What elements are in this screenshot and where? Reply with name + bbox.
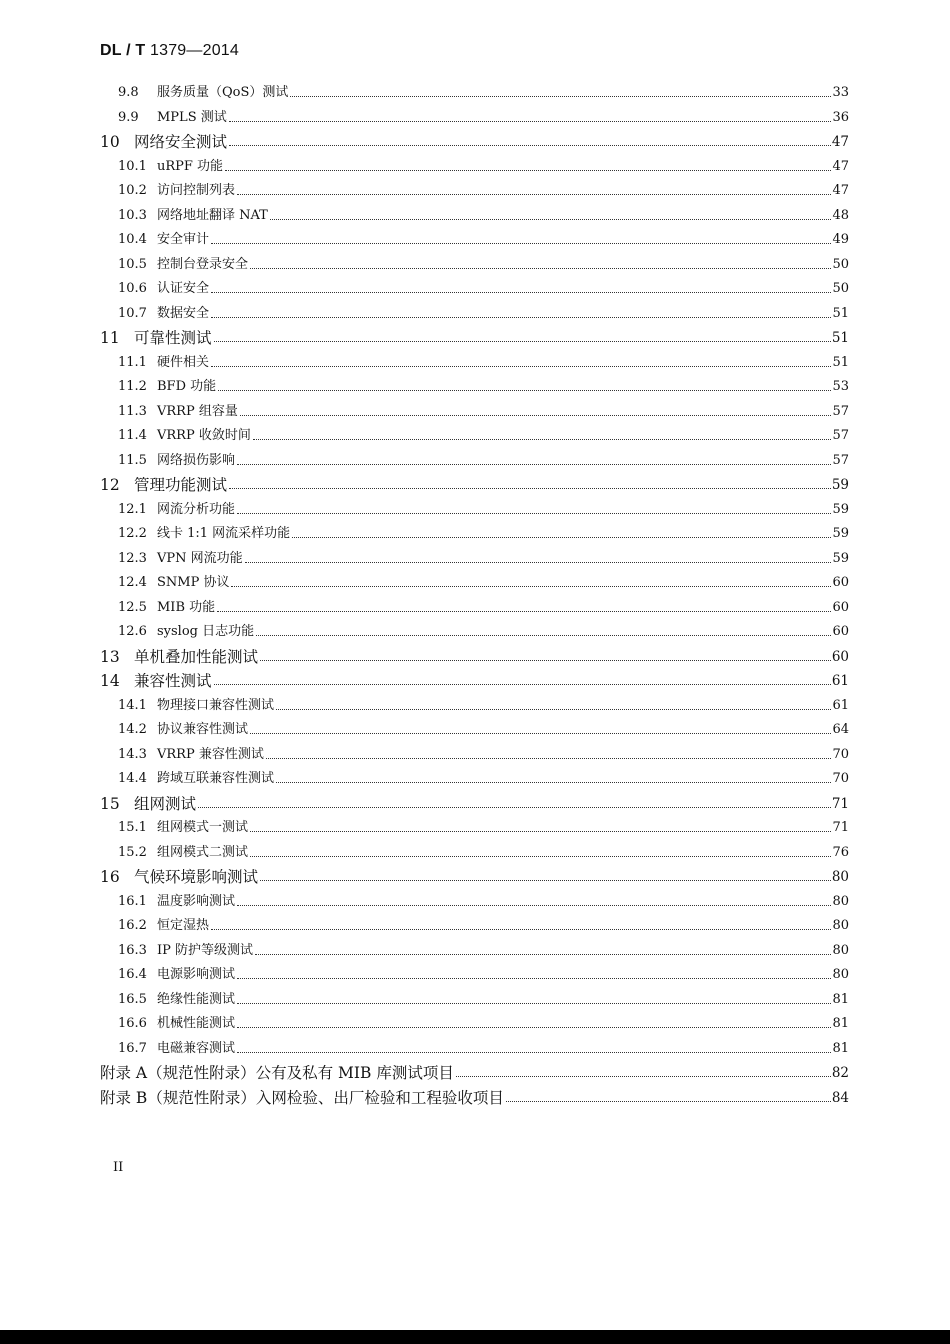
toc-entry-title: MPLS 测试 xyxy=(157,109,227,125)
toc-dot-leader xyxy=(211,928,831,930)
toc-entry-title: 机械性能测试 xyxy=(157,1016,236,1031)
toc-entry-title: 单机叠加性能测试 xyxy=(134,647,259,666)
toc-dot-leader xyxy=(217,610,831,612)
toc-entry-number: 9.9 xyxy=(118,109,139,125)
toc-dot-leader xyxy=(456,1075,831,1077)
toc-entry[interactable] xyxy=(118,495,849,519)
toc-entry[interactable] xyxy=(118,1034,849,1058)
toc-entry[interactable] xyxy=(100,789,849,813)
toc-dot-leader xyxy=(290,95,831,97)
toc-entry[interactable] xyxy=(118,985,849,1009)
toc-dot-leader xyxy=(260,879,831,881)
toc-entry-page: 80 xyxy=(832,967,849,982)
toc-dot-leader xyxy=(237,463,831,465)
toc-entry-title: 服务质量（QoS）测试 xyxy=(157,85,289,100)
toc-entry-title: 电源影响测试 xyxy=(157,967,236,982)
toc-dot-leader xyxy=(218,389,831,391)
toc-entry-number: 13 xyxy=(100,647,120,666)
toc-dot-leader xyxy=(276,781,831,783)
toc-entry-number: 11.4 xyxy=(118,428,147,443)
toc-entry-number: 16 xyxy=(100,868,120,886)
toc-entry-title: uRPF 功能 xyxy=(157,158,224,174)
standard-code: DL / T xyxy=(100,42,146,59)
toc-entry[interactable] xyxy=(100,642,849,666)
toc-entry[interactable] xyxy=(118,740,849,764)
toc-dot-leader xyxy=(256,634,831,636)
toc-entry[interactable] xyxy=(118,397,849,421)
toc-entry-page: 81 xyxy=(832,991,849,1007)
toc-entry-title: syslog 日志功能 xyxy=(157,624,255,639)
toc-entry-number: 10.6 xyxy=(118,281,147,296)
toc-entry-page: 82 xyxy=(831,1065,849,1081)
toc-dot-leader xyxy=(214,683,831,685)
toc-entry-title: SNMP 协议 xyxy=(157,575,230,590)
toc-dot-leader xyxy=(231,585,831,587)
toc-entry-page: 80 xyxy=(832,918,849,933)
toc-entry-title: 网络安全测试 xyxy=(134,133,228,151)
toc-entry[interactable] xyxy=(118,838,849,862)
toc-entry-page: 33 xyxy=(832,85,849,100)
toc-entry-page: 59 xyxy=(832,550,849,566)
toc-entry-page: 80 xyxy=(832,942,849,958)
toc-entry-number: 11 xyxy=(100,329,120,347)
toc-entry-number: 14.3 xyxy=(118,746,147,762)
toc-dot-leader xyxy=(211,291,831,293)
toc-dot-leader xyxy=(270,218,832,220)
toc-entry[interactable] xyxy=(118,960,849,984)
toc-entry-number: 11.1 xyxy=(118,354,147,370)
toc-entry-title: IP 防护等级测试 xyxy=(157,942,254,958)
toc-entry-title: 跨域互联兼容性测试 xyxy=(157,771,275,786)
toc-entry-page: 36 xyxy=(832,109,849,125)
toc-entry-title: 附录 B（规范性附录）入网检验、出厂检验和工程验收项目 xyxy=(100,1088,504,1107)
toc-entry[interactable] xyxy=(118,78,849,102)
toc-entry-number: 12.2 xyxy=(118,526,147,541)
toc-dot-leader xyxy=(229,487,831,489)
toc-entry[interactable] xyxy=(118,421,849,445)
toc-entry[interactable] xyxy=(118,568,849,592)
toc-entry-number: 12.3 xyxy=(118,550,147,566)
toc-entry-page: 80 xyxy=(832,893,849,909)
toc-entry[interactable] xyxy=(100,1058,849,1082)
toc-entry-page: 61 xyxy=(832,697,849,713)
toc-entry-title: 物理接口兼容性测试 xyxy=(157,697,275,713)
toc-entry-page: 50 xyxy=(832,281,849,296)
toc-dot-leader xyxy=(229,120,832,122)
toc-entry-page: 53 xyxy=(832,379,849,394)
toc-entry-number: 9.8 xyxy=(118,85,139,100)
toc-entry-number: 12.1 xyxy=(118,501,147,517)
toc-entry-number: 16.7 xyxy=(118,1040,147,1056)
toc-dot-leader xyxy=(198,806,831,808)
toc-entry[interactable] xyxy=(118,593,849,617)
toc-entry[interactable] xyxy=(100,1083,849,1107)
toc-entry-number: 14.4 xyxy=(118,771,147,786)
toc-entry-title: VRRP 组容量 xyxy=(157,403,238,419)
toc-entry-page: 51 xyxy=(832,305,849,321)
toc-entry-number: 10.2 xyxy=(118,183,147,198)
toc-entry-number: 16.5 xyxy=(118,991,147,1007)
toc-entry-number: 11.3 xyxy=(118,403,147,419)
toc-entry-page: 60 xyxy=(832,575,849,590)
toc-entry-page: 47 xyxy=(832,158,849,174)
toc-entry-title: VRRP 兼容性测试 xyxy=(157,746,264,762)
toc-entry-page: 71 xyxy=(832,820,849,835)
toc-entry[interactable] xyxy=(118,348,849,372)
toc-dot-leader xyxy=(255,953,831,955)
toc-entry-title: MIB 功能 xyxy=(157,599,216,615)
toc-entry-title: 认证安全 xyxy=(157,281,210,296)
toc-entry-page: 59 xyxy=(832,501,849,517)
toc-entry-number: 14.1 xyxy=(118,697,147,713)
toc-entry-title: 网络损伤影响 xyxy=(157,452,236,468)
toc-entry[interactable] xyxy=(118,544,849,568)
toc-entry-number: 16.1 xyxy=(118,893,147,909)
toc-entry-page: 70 xyxy=(832,746,849,762)
toc-entry-number: 10.5 xyxy=(118,256,147,272)
toc-entry-number: 14.2 xyxy=(118,722,147,737)
toc-entry[interactable] xyxy=(118,201,849,225)
toc-dot-leader xyxy=(225,169,831,171)
toc-dot-leader xyxy=(250,830,831,832)
toc-dot-leader xyxy=(237,904,831,906)
toc-entry-page: 60 xyxy=(832,599,849,615)
toc-entry-page: 70 xyxy=(832,771,849,786)
toc-entry[interactable] xyxy=(118,617,849,641)
toc-entry-title: 绝缘性能测试 xyxy=(157,991,236,1007)
toc-entry-number: 10 xyxy=(100,133,120,151)
toc-entry[interactable] xyxy=(118,299,849,323)
toc-entry-title: 数据安全 xyxy=(157,305,210,321)
toc-entry-page: 84 xyxy=(831,1089,849,1106)
toc-entry-title: 可靠性测试 xyxy=(134,329,212,347)
toc-dot-leader xyxy=(245,561,832,563)
toc-entry-page: 76 xyxy=(832,844,849,860)
toc-dot-leader xyxy=(229,144,831,146)
toc-entry[interactable] xyxy=(118,152,849,176)
toc-entry-number: 12.4 xyxy=(118,575,147,590)
toc-entry-number: 15.2 xyxy=(118,844,147,860)
toc-entry[interactable] xyxy=(118,764,849,788)
toc-entry[interactable] xyxy=(118,103,849,127)
toc-entry[interactable] xyxy=(100,666,849,690)
standard-number: 1379—2014 xyxy=(150,42,240,59)
toc-entry[interactable] xyxy=(118,225,849,249)
toc-entry[interactable] xyxy=(118,519,849,543)
toc-entry-page: 71 xyxy=(831,795,849,812)
toc-entry-title: VPN 网流功能 xyxy=(157,550,243,566)
toc-entry[interactable] xyxy=(118,887,849,911)
toc-entry-number: 11.5 xyxy=(118,452,147,468)
document-header xyxy=(100,42,239,60)
toc-entry-page: 80 xyxy=(831,869,849,885)
toc-dot-leader xyxy=(506,1100,831,1102)
toc-entry-title: 控制台登录安全 xyxy=(157,256,249,272)
toc-entry-number: 12 xyxy=(100,476,120,494)
toc-dot-leader xyxy=(260,659,831,661)
toc-dot-leader xyxy=(211,242,831,244)
toc-entry[interactable] xyxy=(118,372,849,396)
toc-entry-number: 12.6 xyxy=(118,624,147,639)
toc-entry[interactable] xyxy=(118,715,849,739)
toc-dot-leader xyxy=(253,438,832,440)
toc-entry[interactable] xyxy=(118,250,849,274)
toc-dot-leader xyxy=(237,1026,831,1028)
toc-entry-title: 温度影响测试 xyxy=(157,893,236,909)
toc-dot-leader xyxy=(250,732,831,734)
toc-entry[interactable] xyxy=(118,691,849,715)
toc-entry[interactable] xyxy=(100,127,849,151)
toc-entry-title: 组网模式二测试 xyxy=(157,844,249,860)
toc-entry[interactable] xyxy=(118,176,849,200)
toc-entry-title: 恒定湿热 xyxy=(157,918,210,933)
toc-entry-title: 组网模式一测试 xyxy=(157,820,249,835)
toc-entry-page: 60 xyxy=(832,624,849,639)
toc-entry-page: 61 xyxy=(831,673,849,689)
toc-dot-leader xyxy=(292,536,831,538)
toc-entry-title: 网流分析功能 xyxy=(157,501,236,517)
toc-entry[interactable] xyxy=(118,911,849,935)
toc-entry[interactable] xyxy=(118,813,849,837)
toc-entry-number: 10.1 xyxy=(118,158,147,174)
toc-entry-number: 10.7 xyxy=(118,305,147,321)
toc-entry-title: 网络地址翻译 NAT xyxy=(157,207,268,223)
toc-entry-page: 81 xyxy=(832,1016,849,1031)
toc-dot-leader xyxy=(276,708,831,710)
toc-entry[interactable] xyxy=(100,323,849,347)
toc-entry-number: 14 xyxy=(100,672,120,690)
toc-entry-page: 48 xyxy=(832,207,849,223)
toc-dot-leader xyxy=(237,977,831,979)
toc-entry-number: 11.2 xyxy=(118,379,147,394)
toc-entry-title: 电磁兼容测试 xyxy=(157,1040,236,1056)
toc-dot-leader xyxy=(250,855,831,857)
toc-entry[interactable] xyxy=(118,1009,849,1033)
toc-entry-title: 协议兼容性测试 xyxy=(157,722,249,737)
toc-entry-page: 51 xyxy=(832,354,849,370)
toc-entry-number: 10.3 xyxy=(118,207,147,223)
toc-dot-leader xyxy=(237,1051,831,1053)
toc-entry-number: 16.2 xyxy=(118,918,147,933)
toc-entry-page: 49 xyxy=(832,232,849,247)
toc-entry-page: 64 xyxy=(832,722,849,737)
toc-entry-page: 59 xyxy=(832,526,849,541)
toc-dot-leader xyxy=(266,757,832,759)
toc-entry-title: 安全审计 xyxy=(157,232,210,247)
toc-entry-title: 兼容性测试 xyxy=(134,672,212,690)
toc-entry-page: 57 xyxy=(832,403,849,419)
toc-entry-title: 组网测试 xyxy=(134,794,197,813)
toc-entry-page: 59 xyxy=(831,477,849,493)
toc-entry-number: 15 xyxy=(100,794,120,813)
toc-dot-leader xyxy=(211,316,831,318)
toc-entry-page: 81 xyxy=(832,1040,849,1056)
toc-entry-page: 47 xyxy=(831,134,849,150)
toc-entry-page: 47 xyxy=(832,183,849,198)
page-number: II xyxy=(113,1160,124,1175)
toc-entry[interactable] xyxy=(118,446,849,470)
toc-entry-page: 51 xyxy=(831,330,849,346)
toc-entry-title: 访问控制列表 xyxy=(157,183,236,198)
toc-entry-page: 50 xyxy=(832,256,849,272)
page-bottom-edge xyxy=(0,1330,950,1344)
toc-entry-number: 15.1 xyxy=(118,820,147,835)
toc-entry-number: 16.3 xyxy=(118,942,147,958)
toc-entry-title: 线卡 1:1 网流采样功能 xyxy=(157,526,291,541)
toc-dot-leader xyxy=(237,1002,831,1004)
toc-dot-leader xyxy=(240,414,832,416)
toc-entry-number: 16.4 xyxy=(118,967,147,982)
toc-entry-page: 57 xyxy=(832,428,849,443)
toc-entry-number: 16.6 xyxy=(118,1016,147,1031)
toc-entry[interactable] xyxy=(100,470,849,494)
toc-dot-leader xyxy=(250,267,831,269)
toc-dot-leader xyxy=(237,512,831,514)
toc-entry-number: 10.4 xyxy=(118,232,147,247)
toc-entry-page: 57 xyxy=(832,452,849,468)
toc-entry-title: 管理功能测试 xyxy=(134,476,228,494)
toc-entry[interactable] xyxy=(118,274,849,298)
toc-dot-leader xyxy=(211,365,831,367)
toc-entry-title: VRRP 收敛时间 xyxy=(157,428,251,443)
toc-entry-title: 附录 A（规范性附录）公有及私有 MIB 库测试项目 xyxy=(100,1064,454,1082)
toc-entry[interactable] xyxy=(100,862,849,886)
toc-entry[interactable] xyxy=(118,936,849,960)
toc-entry-title: 气候环境影响测试 xyxy=(134,868,259,886)
toc-dot-leader xyxy=(214,340,831,342)
toc-entry-page: 60 xyxy=(831,648,849,665)
toc-entry-title: BFD 功能 xyxy=(157,379,217,394)
toc-entry-number: 12.5 xyxy=(118,599,147,615)
toc-dot-leader xyxy=(237,193,831,195)
toc-entry-title: 硬件相关 xyxy=(157,354,210,370)
